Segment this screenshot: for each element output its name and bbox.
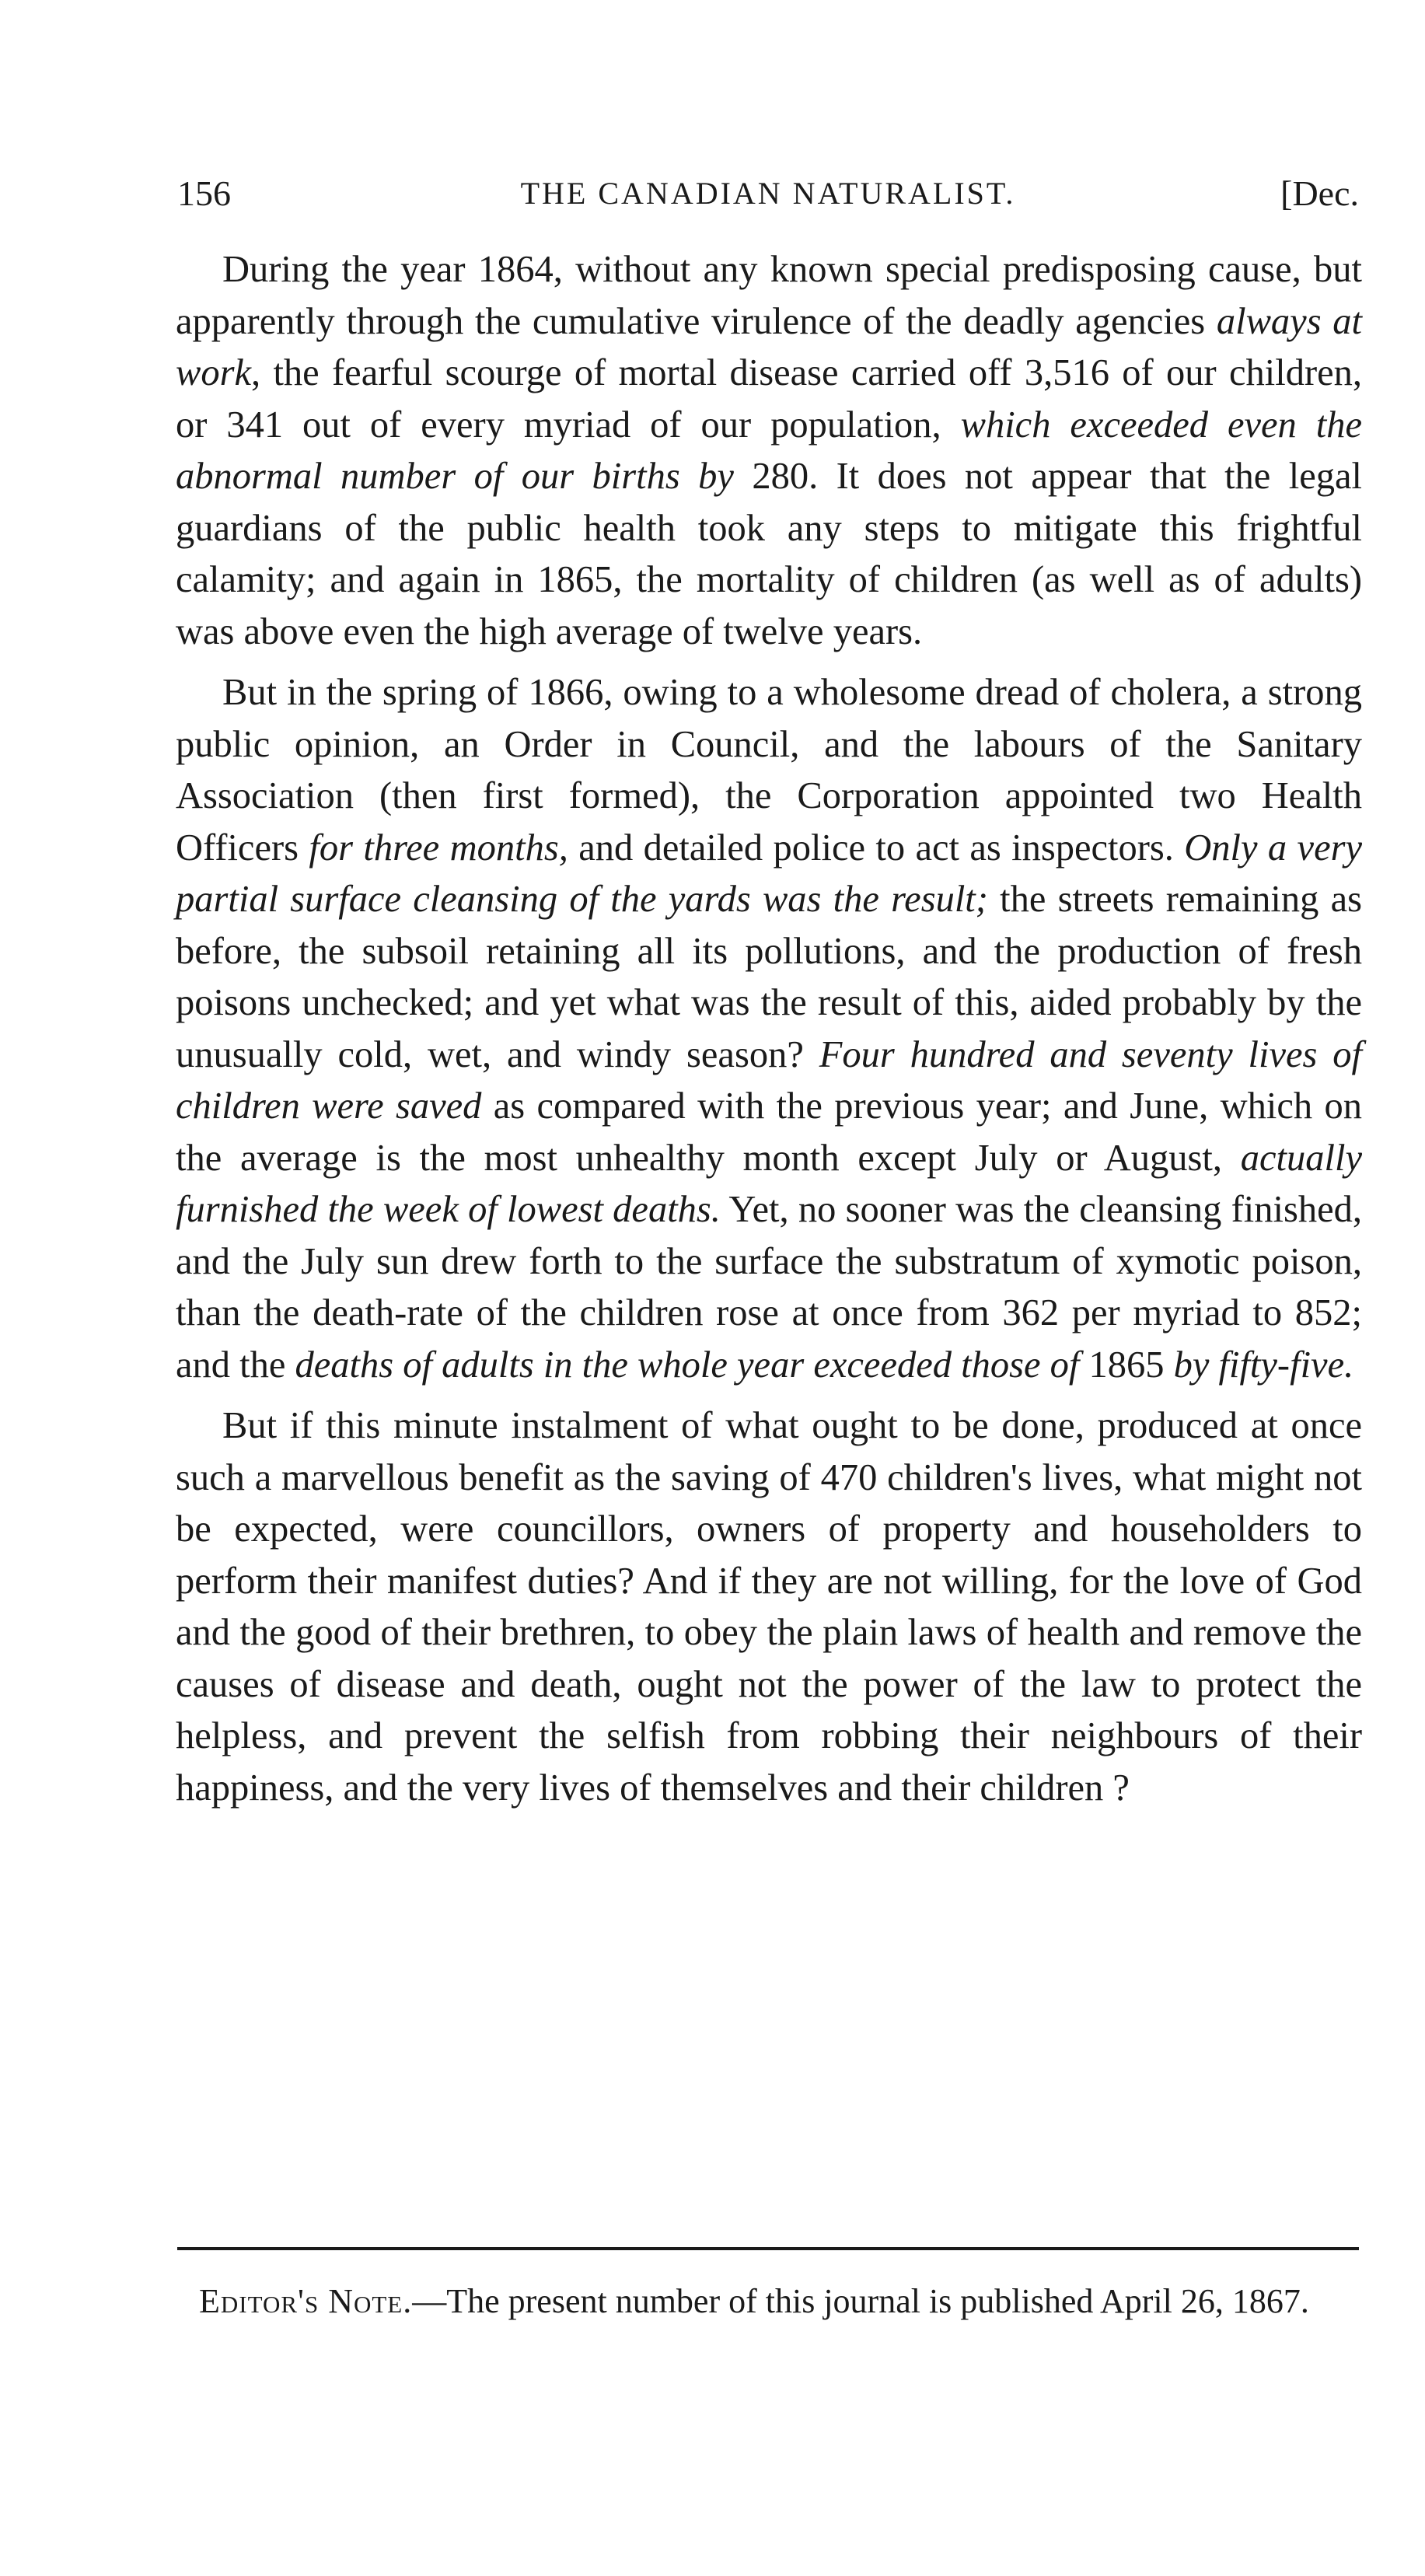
italic-run: deaths of adults in the whole year exceeded those of bbox=[295, 1344, 1080, 1386]
italic-run: by fifty-five. bbox=[1173, 1344, 1354, 1386]
italic-run: actually furnished the week of lowest deaths. bbox=[176, 1137, 1362, 1230]
text-run: During the year 1864, without any known special predisposing cause, but apparently through the cumulative virulence of the deadly agencies bbox=[176, 249, 1362, 342]
italic-run: always at work bbox=[176, 300, 1363, 393]
footnote-rule bbox=[177, 2247, 1359, 2250]
text-run: , the fearful scourge of mortal disease carried off 3,516 of our children, or 341 out of every myriad of our population, bbox=[176, 352, 1362, 446]
italic-run: Only a very partial surface cleansing of the yards was the result; bbox=[176, 827, 1363, 920]
running-head bbox=[177, 166, 1359, 221]
text-run: and detailed police to act as inspectors. bbox=[568, 827, 1185, 869]
italic-run: Four hundred and seventy lives of children were saved bbox=[176, 1033, 1362, 1127]
journal-title: THE CANADIAN NATURALIST. bbox=[520, 176, 1016, 211]
paragraph bbox=[176, 1400, 1362, 1814]
text-run: But if this minute instalment of what ought to be done, produced at once such a marvellous benefit as the saving of 470 children's lives, what might not be expected, were councillors, owners of property and householders to perform their manifest duties? And if they are not willing, for the love of God and the good of their brethren, to obey the plain laws of health and remove the causes of disease and death, ought not the power of the law to protect the helpless, and prevent the selfish from robbing their neighbours of their happiness, and the very lives of themselves and their children ? bbox=[176, 1405, 1362, 1809]
text-run: Yet, no sooner was the cleansing finished, and the July sun drew forth to the surface the substratum of xymotic poison, than the death-rate of the children rose at once from 362 per myriad to 852; and the bbox=[176, 1189, 1362, 1386]
page-number: 156 bbox=[177, 173, 231, 213]
text-run: as compared with the previous year; and June, which on the average is the most unhealthy month except July or August, bbox=[176, 1085, 1362, 1179]
paragraph bbox=[176, 667, 1362, 1391]
text-run: But in the spring of 1866, owing to a wholesome dread of cholera, a strong public opinion, an Order in Council, and the labours of the Sanitary Association (then first formed), the Corporation appointed two Health Officers bbox=[176, 672, 1362, 869]
paragraph bbox=[176, 244, 1362, 658]
editors-note bbox=[176, 2277, 1362, 2326]
body-text bbox=[176, 244, 1362, 1823]
editors-note-text: —The present number of this journal is published April 26, 1867. bbox=[412, 2282, 1309, 2320]
italic-run: which exceeded even the abnormal number of our births by bbox=[176, 404, 1362, 497]
text-run: the streets remaining as before, the subsoil retaining all its pollutions, and the production of fresh poisons unchecked; and yet what was the result of this, aided probably by the unusually cold, wet, and windy season? bbox=[176, 879, 1362, 1075]
text-run: 1865 bbox=[1079, 1344, 1174, 1386]
text-run: 280. It does not appear that the legal guardians of the public health took any steps to mitigate this frightful calamity; and again in 1865, the mortality of children (as well as of adults) was above even the high average of twelve years. bbox=[176, 456, 1362, 652]
section-month: [Dec. bbox=[1280, 173, 1359, 213]
italic-run: for three months, bbox=[309, 827, 568, 869]
editors-note-label: Editor's Note. bbox=[199, 2282, 413, 2320]
